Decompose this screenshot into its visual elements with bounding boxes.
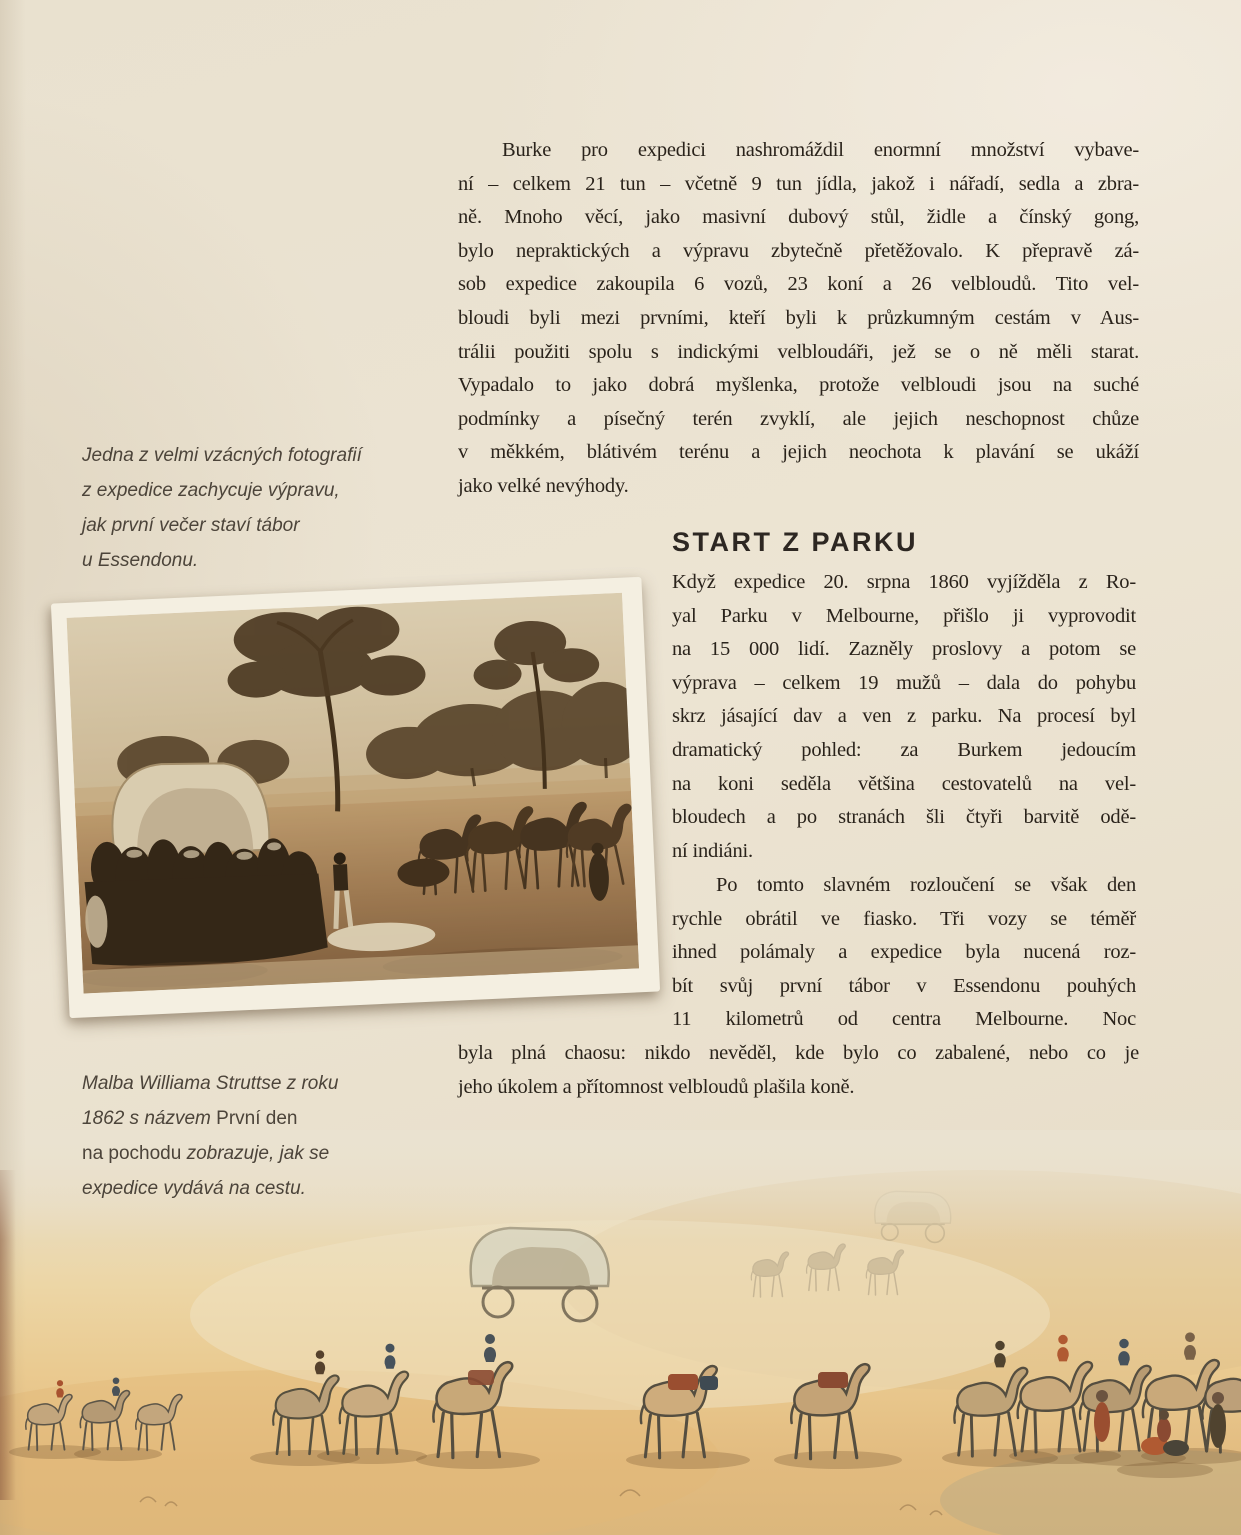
photo-frame [51, 577, 660, 1018]
section-heading: START Z PARKU [672, 527, 918, 557]
painting-caption [82, 1066, 412, 1206]
caption-line: z expedice zachycuje výpravu, [82, 480, 340, 501]
start-paragraph [672, 566, 1136, 868]
text-line: v měkkém, blátivém terénu a jejich neochota k plavání se ukáží [458, 441, 1139, 464]
text-line: bloudi byli mezi prvními, kteří byli k průzkumným cestám v Aus- [458, 306, 1139, 329]
text-line: yal Parku v Melbourne, přišlo ji vyprovodit [672, 604, 1136, 627]
text-line: ní indiáni. [672, 839, 753, 862]
text-line: ně. Mnoho věcí, jako masivní dubový stůl, židle a čínský gong, [458, 206, 1139, 229]
caption-line: jak první večer staví tábor [82, 515, 300, 536]
photo-image [67, 593, 639, 994]
text-line: bít svůj první tábor v Essendonu pouhých [672, 974, 1136, 997]
intro-paragraph [458, 134, 1139, 504]
fiasco-paragraph-narrow [672, 869, 1136, 1037]
text-line: ihned polámaly a expedice byla nucená roz- [672, 941, 1136, 964]
text-line: dramatický pohled: za Burkem jedoucím [672, 738, 1136, 761]
text-line: na koni seděla většina cestovatelů na vel- [672, 772, 1136, 795]
caption-line: expedice vydává na cestu. [82, 1178, 306, 1199]
text-line: bylo nepraktických a výpravu zbytečně přetěžovalo. K přepravě zá- [458, 239, 1139, 262]
text-line: sob expedice zakoupila 6 vozů, 23 koní a 26 velbloudů. Tito vel- [458, 273, 1139, 296]
text-line: výprava – celkem 19 mužů – dala do pohybu [672, 671, 1136, 694]
text-line: podmínky a písečný terén zvyklí, ale jejich neschopnost chůze [458, 407, 1139, 430]
text-line: na 15 000 lidí. Zazněly proslovy a potom se [672, 638, 1136, 661]
text-line: trálii použiti spolu s indickými velbloudáři, jež se o ně měli starat. [458, 340, 1139, 363]
text-line: 11 kilometrů od centra Melbourne. Noc [672, 1008, 1136, 1031]
caption-line: Malba Williama Struttse z roku [82, 1073, 339, 1094]
photo-caption [82, 438, 412, 578]
text-line: jako velké nevýhody. [458, 474, 629, 497]
caption-line: u Essendonu. [82, 550, 199, 571]
text-line: Když expedice 20. srpna 1860 vyjížděla z Ro- [672, 571, 1136, 593]
fiasco-paragraph-wide [458, 1037, 1139, 1104]
text-line: Po tomto slavném rozloučení se však den [716, 874, 1136, 896]
text-line: Vypadalo to jako dobrá myšlenka, protože velbloudi jsou na suché [458, 374, 1139, 397]
text-line: Burke pro expedici nashromáždil enormní množství vybave- [502, 139, 1139, 161]
caption-line: 1862 s názvem První den [82, 1108, 298, 1129]
text-line: jeho úkolem a přítomnost velbloudů plašila koně. [458, 1075, 855, 1098]
text-line: byla plná chaosu: nikdo nevěděl, kde bylo co zabalené, nebo co je [458, 1042, 1139, 1064]
text-line: ní – celkem 21 tun – včetně 9 tun jídla, jakož i nářadí, sedla a zbra- [458, 172, 1139, 195]
text-line: bloudech a po stranách šli čtyři barvitě odě- [672, 806, 1136, 829]
caption-line: Jedna z velmi vzácných fotografií [82, 445, 362, 466]
caption-line: na pochodu zobrazuje, jak se [82, 1143, 330, 1164]
text-line: rychle obrátil ve fiasko. Tři vozy se téměř [672, 907, 1136, 930]
text-line: skrz jásající dav a ven z parku. Na procesí byl [672, 705, 1136, 728]
